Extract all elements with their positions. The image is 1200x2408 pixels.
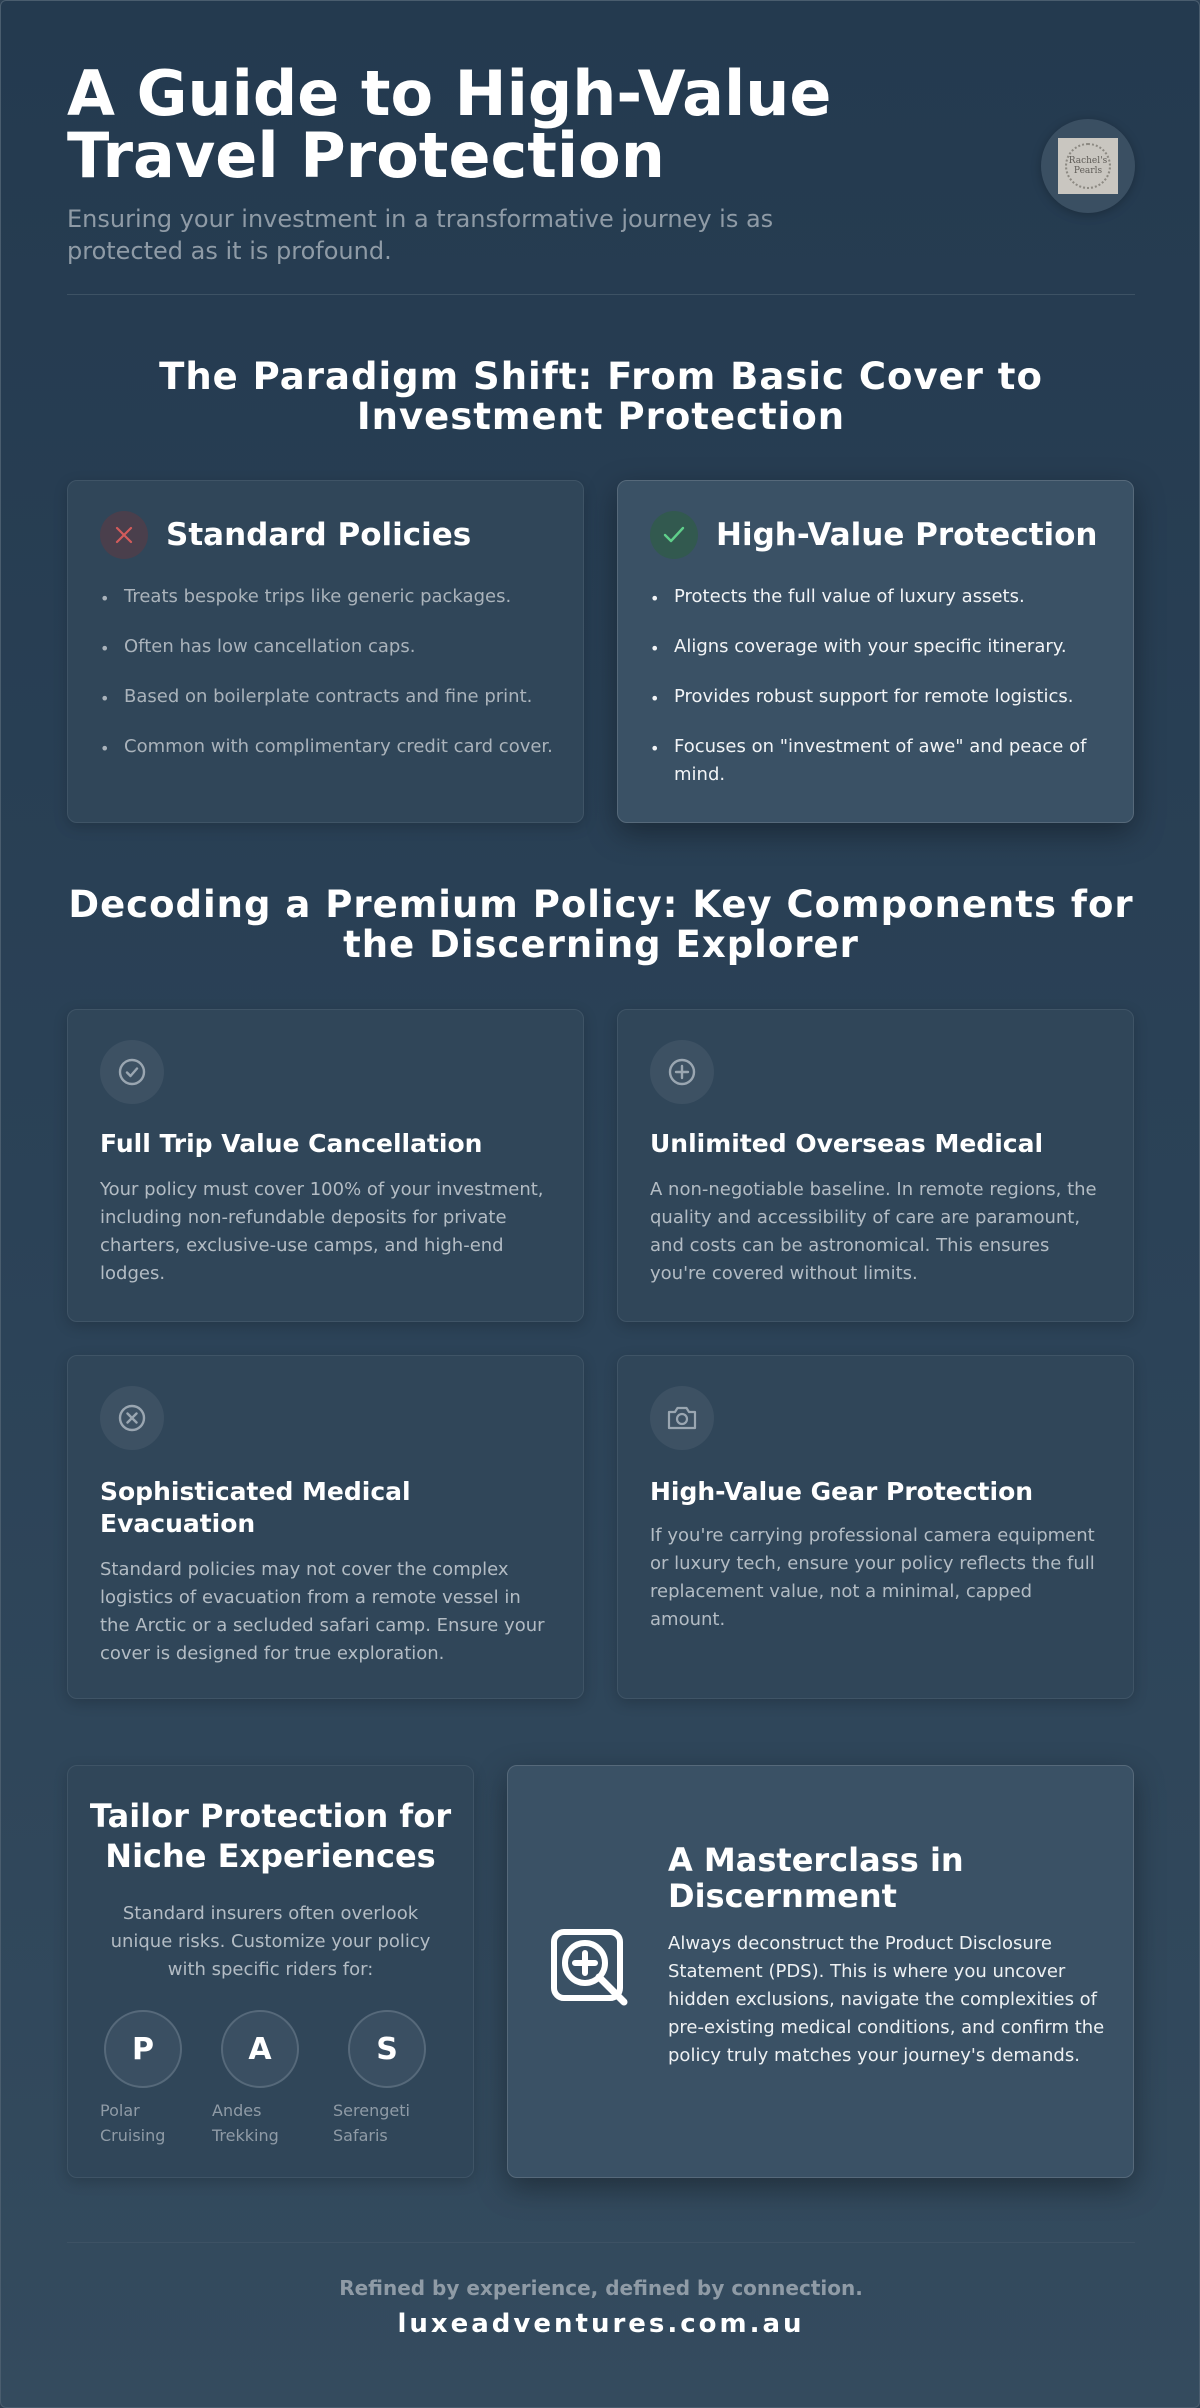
footer-website-link[interactable]: luxeadventures.com.au [397,2309,805,2339]
magnify-plus-icon [548,1926,632,2014]
logo-text-line1: Rachel's [1068,156,1108,166]
feature-card-cancellation [67,1009,584,1322]
x-icon [100,511,148,559]
feature-body: Your policy must cover 100% of your investment, including non-refundable deposits for private charters, exclusive-use camps, and high-end lodges. [100,1179,544,1284]
andes-letter-badge: A [221,2010,299,2088]
high-value-protection-card [617,480,1134,823]
feature-title: Sophisticated Medical Evacuation [100,1477,411,1538]
check-icon [650,511,698,559]
footer-divider [67,2242,1135,2243]
header-divider [67,294,1135,295]
footer-tagline: Refined by experience, defined by connection. [339,2276,863,2300]
section-title-components: Decoding a Premium Policy: Key Components for the Discerning Explorer [68,883,1134,966]
x-circle-icon [100,1386,164,1450]
niche-body: Standard insurers often overlook unique risks. Customize your policy with specific riders for: [110,1903,431,1980]
section-title-paradigm: The Paradigm Shift: From Basic Cover to Investment Protection [159,355,1043,438]
feature-body: Standard policies may not cover the complex logistics of evacuation from a remote vessel in the Arctic or a secluded safari camp. Ensure your cover is designed for true exploration. [100,1559,545,1664]
page-subtitle: Ensuring your investment in a transformative journey is as protected as it is profound. [67,205,774,265]
feature-title: Full Trip Value Cancellation [100,1129,483,1158]
feature-title: Unlimited Overseas Medical [650,1129,1044,1158]
logo-image [1058,138,1118,194]
feature-body: A non-negotiable baseline. In remote regions, the quality and accessibility of care are paramount, and costs can be astronomical. This ensures you're covered without limits. [650,1179,1097,1284]
feature-card-medical [617,1009,1134,1322]
masterclass-title: A Masterclass in Discernment [668,1841,964,1915]
list-item: • Aligns coverage with your specific itinerary. [650,633,1103,661]
list-item: • Based on boilerplate contracts and fine print. [100,683,553,711]
list-item: • Common with complimentary credit card cover. [100,733,553,761]
serengeti-letter-badge: S [348,2010,426,2088]
standard-policies-header [100,511,471,559]
list-item: • Protects the full value of luxury assets. [650,583,1103,611]
andes-label: Andes Trekking [212,2101,279,2145]
high-value-protection-header [650,511,1098,559]
high-value-protection-list [650,583,1103,811]
niche-title: Tailor Protection for Niche Experiences [89,1797,452,1875]
niche-experiences-card [67,1765,474,2178]
list-item: • Treats bespoke trips like generic packages. [100,583,553,611]
standard-policies-list [100,583,553,783]
camera-icon [650,1386,714,1450]
check-circle-icon [100,1040,164,1104]
page-title: A Guide to High-Value Travel Protection [67,57,832,192]
header [67,57,1135,293]
masterclass-card [507,1765,1134,2178]
serengeti-label: Serengeti Safaris [333,2101,410,2145]
logo-seal [1065,143,1111,189]
logo [1041,119,1135,213]
plus-circle-icon [650,1040,714,1104]
list-item: • Provides robust support for remote logistics. [650,683,1103,711]
feature-body: If you're carrying professional camera equipment or luxury tech, ensure your policy reflects the full replacement value, not a minimal, capped amount. [650,1525,1095,1630]
feature-title: High-Value Gear Protection [650,1477,1034,1506]
list-item: • Focuses on "investment of awe" and peace of mind. [650,733,1103,789]
high-value-protection-title: High-Value Protection [716,517,1098,553]
logo-text-line2: Pearls [1073,166,1103,176]
feature-card-gear [617,1355,1134,1699]
polar-label: Polar Cruising [100,2101,166,2145]
standard-policies-title: Standard Policies [166,517,472,553]
feature-card-evacuation [67,1355,584,1699]
list-item: • Often has low cancellation caps. [100,633,553,661]
masterclass-body: Always deconstruct the Product Disclosure Statement (PDS). This is where you uncover hidden exclusions, navigate the complexities of pre-existing medical conditions, and confirm the policy truly matches your journey's demands. [668,1933,1105,2066]
standard-policies-card [67,480,584,823]
polar-letter-badge: P [104,2010,182,2088]
